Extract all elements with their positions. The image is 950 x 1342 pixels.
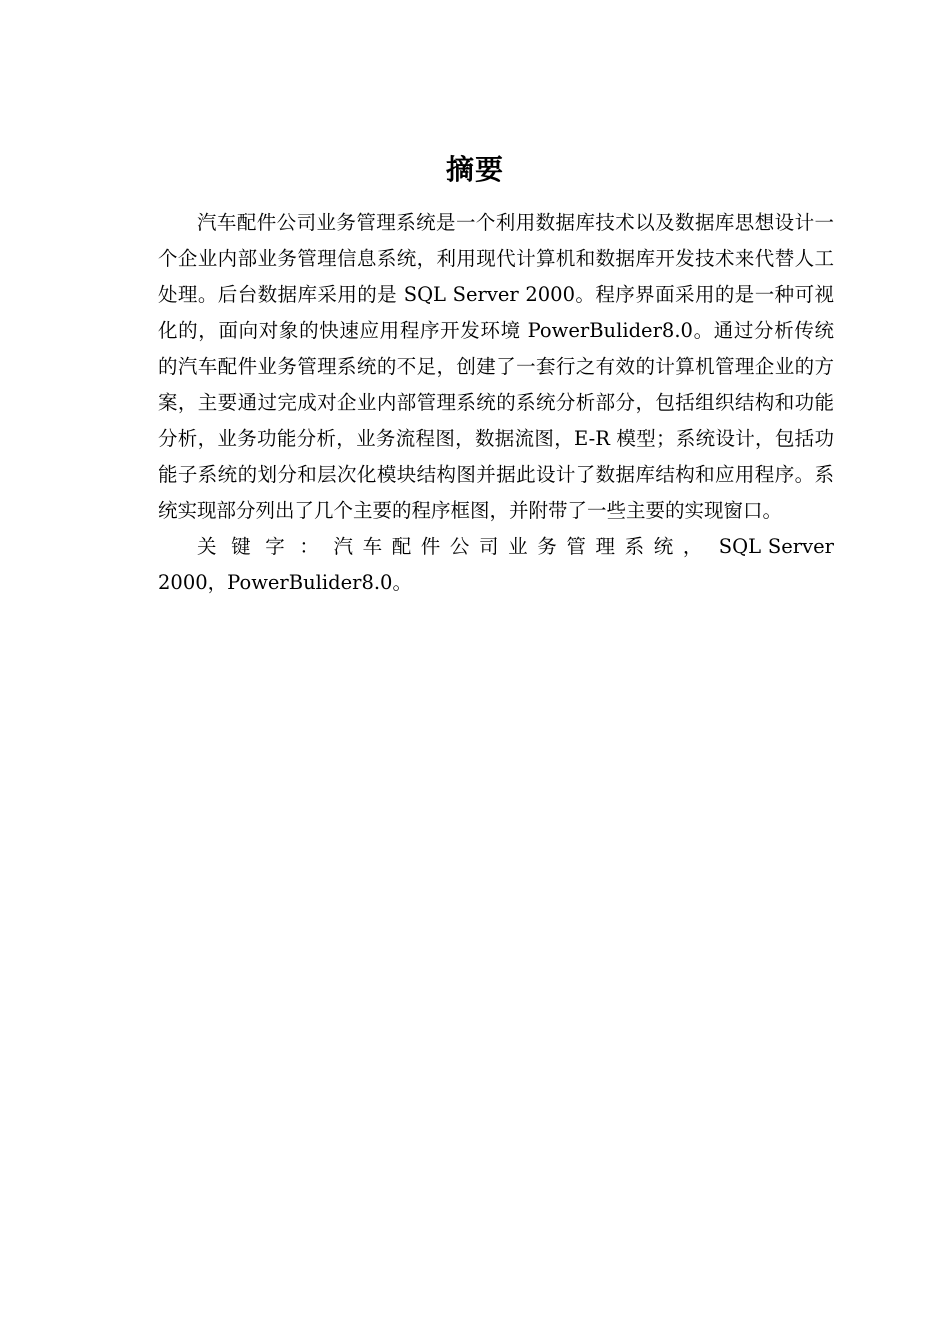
abstract-paragraph: 汽车配件公司业务管理系统是一个利用数据库技术以及数据库思想设计一个企业内部业务管理信息系统，利用现代计算机和数据库开发技术来代替人工处理。后台数据库采用的是 SQL Server 2000。程序界面采用的是一种可视化的，面向对象的快速应用程序开发环境 PowerBulider8.0。通过分析传统的汽车配件业务管理系统的不足，创建了一套行之有效的计算机管理企业的方案，主要通过完成对企业内部管理系统的系统分析部分，包括组织结构和功能分析，业务功能分析，业务流程图，数据流图，E-R 模型；系统设计，包括功能子系统的划分和层次化模块结构图并据此设计了数据库结构和应用程序。系统实现部分列出了几个主要的程序框图，并附带了一些主要的实现窗口。 <box>158 211 834 522</box>
keywords-rest: SQL Server 2000，PowerBulider8.0。 <box>158 535 834 594</box>
keywords-label: 关键字： <box>197 535 334 558</box>
abstract-body <box>158 205 834 601</box>
page-title: 摘要 <box>445 153 504 186</box>
keywords-text: 汽车配件公司业务管理系统， <box>333 535 712 558</box>
keywords-line <box>158 529 834 601</box>
